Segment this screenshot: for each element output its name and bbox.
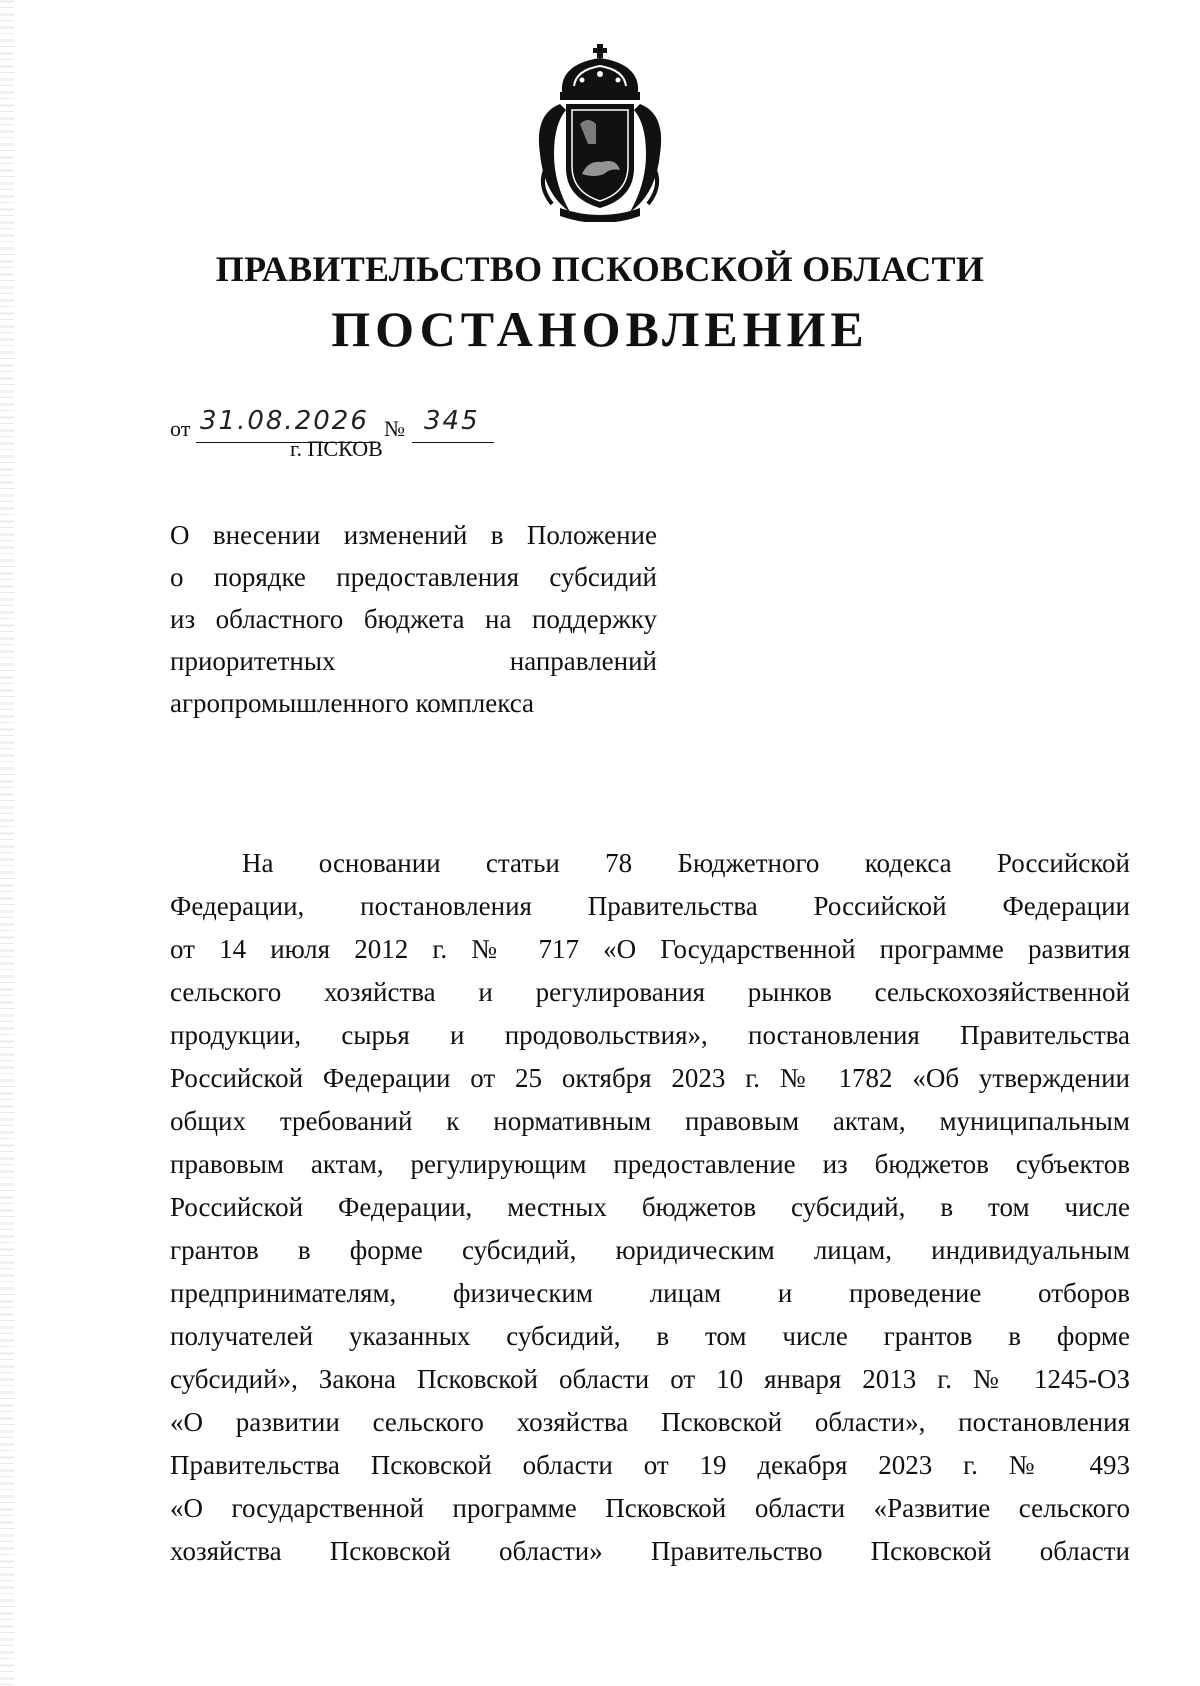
number-label: № (384, 416, 405, 441)
body-line: продукции, сырья и продовольствия», постановления Правительства (170, 1020, 1130, 1050)
body-line: «О развитии сельского хозяйства Псковской области», постановления (170, 1407, 1130, 1437)
body-line: Российской Федерации, местных бюджетов субсидий, в том числе (170, 1192, 1130, 1222)
number-value: 345 (424, 406, 480, 436)
government-title: ПРАВИТЕЛЬСТВО ПСКОВСКОЙ ОБЛАСТИ (215, 249, 985, 289)
subject-line: приоритетных направлений (170, 646, 657, 676)
body-line: Правительства Псковской области от 19 декабря 2023 г. № 493 (170, 1450, 1130, 1480)
subject-line: из областного бюджета на поддержку (170, 604, 657, 634)
date-label: от (170, 416, 191, 441)
body-line: субсидий», Закона Псковской области от 10 января 2013 г. № 1245-ОЗ (170, 1364, 1130, 1394)
body-line: На основании статьи 78 Бюджетного кодекса Российской (242, 848, 1130, 878)
body-line: предпринимателям, физическим лицам и проведение отборов (170, 1278, 1130, 1308)
number-underline (412, 442, 494, 443)
body-line: от 14 июля 2012 г. № 717 «О Государственной программе развития (170, 934, 1130, 964)
body-line: «О государственной программе Псковской области «Развитие сельского (170, 1493, 1130, 1523)
body-line: Федерации, постановления Правительства Российской Федерации (170, 891, 1130, 921)
body-line: получателей указанных субсидий, в том числе грантов в форме (170, 1321, 1130, 1351)
body-line: грантов в форме субсидий, юридическим лицам, индивидуальным (170, 1235, 1130, 1265)
coat-of-arms-icon (530, 44, 670, 222)
date-value: 31.08.2026 (200, 406, 369, 436)
body-line: хозяйства Псковской области» Правительство Псковской области (170, 1536, 1130, 1566)
body-line: общих требований к нормативным правовым актам, муниципальным (170, 1106, 1130, 1136)
subject-line: О внесении изменений в Положение (170, 520, 657, 550)
document-subject (170, 514, 657, 724)
subject-line: о порядке предоставления субсидий (170, 562, 657, 592)
body-line: сельского хозяйства и регулирования рынков сельскохозяйственной (170, 977, 1130, 1007)
subject-line: агропромышленного комплекса (170, 688, 534, 718)
body-paragraph (170, 842, 1130, 1573)
document-type-title: ПОСТАНОВЛЕНИЕ (331, 301, 869, 357)
body-line: Российской Федерации от 25 октября 2023 г. № 1782 «Об утверждении (170, 1063, 1130, 1093)
city-label: г. ПСКОВ (290, 436, 383, 461)
body-line: правовым актам, регулирующим предоставление из бюджетов субъектов (170, 1149, 1130, 1179)
